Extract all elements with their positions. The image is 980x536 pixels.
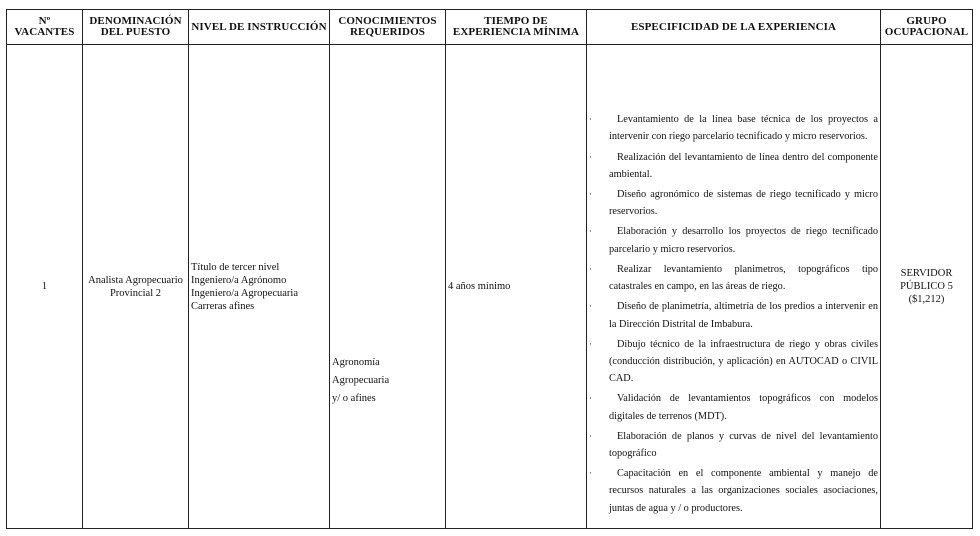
experience-list (589, 53, 878, 516)
nivel-line: Ingeniero/a Agropecuaria (191, 287, 298, 299)
list-item: · Realización del levantamiento de línea dentro del componente ambiental. (589, 149, 878, 183)
list-item: · Diseño de planimetría, altimetría de los predios a intervenir en la Dirección Distrital de Imbabura. (589, 298, 878, 332)
table-header-row (7, 10, 973, 45)
bullet-icon: · (589, 338, 592, 349)
header-especificidad: ESPECIFICIDAD DE LA EXPERIENCIA (587, 10, 881, 45)
cell-tiempo: 4 años mínimo (446, 45, 587, 529)
cell-conocimientos (330, 45, 446, 529)
header-grupo: GRUPO OCUPACIONAL (881, 10, 973, 45)
header-vacantes: Nº VACANTES (7, 10, 83, 45)
bullet-icon: · (589, 151, 592, 162)
list-item: · Diseño agronómico de sistemas de riego tecnificado y micro reservorios. (589, 186, 878, 220)
bullet-icon: · (589, 189, 592, 200)
bullet-icon: · (589, 301, 592, 312)
list-item: · Elaboración y desarrollo los proyectos de riego tecnificado parcelario y micro reservorios. (589, 223, 878, 257)
list-item: · Capacitación en el componente ambiental y manejo de recursos naturales a las organizaciones sociales asociaciones, juntas de agua y / o productores. (589, 465, 878, 517)
list-item: · Realizar levantamiento planimetros, topográficos tipo catastrales en campo, en las áreas de riego. (589, 261, 878, 295)
list-item: · Dibujo técnico de la infraestructura de riego y obras civiles (conducción distribución, y aplicación) en AUTOCAD o CIVIL CAD. (589, 336, 878, 388)
cell-vacantes: 1 (7, 45, 83, 529)
bullet-icon: · (589, 226, 592, 237)
table-row (7, 45, 973, 529)
vacancy-table (6, 9, 973, 529)
nivel-line: Título de tercer nivel (191, 261, 280, 273)
cell-grupo (881, 45, 973, 529)
bullet-icon: · (589, 393, 592, 404)
bullet-icon: · (589, 263, 592, 274)
list-item: · Levantamiento de la línea base técnica de los proyectos a intervenir con riego parcelario tecnificado y micro reservorios. (589, 111, 878, 145)
header-denominacion: DENOMINACIÓN DEL PUESTO (83, 10, 189, 45)
conocimiento-line: y/ o afines (332, 392, 376, 404)
nivel-line: Ingeniero/a Agrónomo (191, 274, 287, 286)
grupo-line: ($1,212) (908, 294, 945, 305)
header-nivel: NIVEL DE INSTRUCCIÓN (189, 10, 330, 45)
bullet-icon: · (589, 114, 592, 125)
list-item: · Validación de levantamientos topográficos con modelos digitales de terrenos (MDT). (589, 390, 878, 424)
header-tiempo: TIEMPO DE EXPERIENCIA MÍNIMA (446, 10, 587, 45)
list-item: · Elaboración de planos y curvas de nivel del levantamiento topográfico (589, 428, 878, 462)
cell-denominacion: Analista Agropecuario Provincial 2 (83, 45, 189, 529)
cell-especificidad (587, 45, 881, 529)
bullet-icon: · (589, 430, 592, 441)
conocimiento-line: Agronomía (332, 356, 380, 368)
grupo-line: SERVIDOR PÚBLICO 5 (900, 268, 953, 292)
cell-nivel (189, 45, 330, 529)
header-conocimientos: CONOCIMIENTOS REQUERIDOS (330, 10, 446, 45)
bullet-icon: · (589, 468, 592, 479)
nivel-line: Carreras afines (191, 300, 255, 312)
conocimiento-line: Agropecuaria (332, 374, 390, 386)
